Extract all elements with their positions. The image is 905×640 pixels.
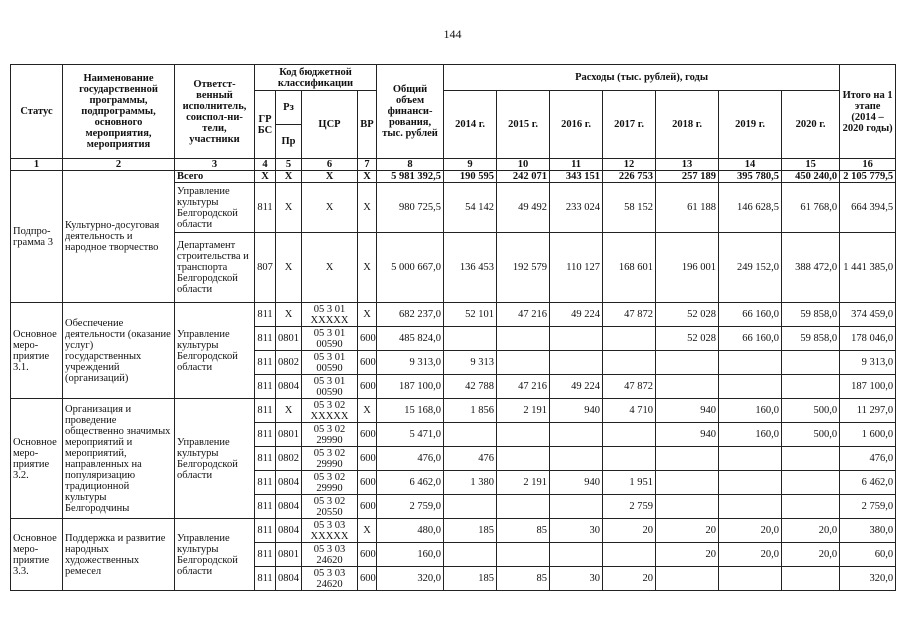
year-value-cell: 1 380 xyxy=(444,471,497,495)
year-value-cell xyxy=(782,351,840,375)
grbs-cell: 811 xyxy=(255,567,276,591)
total-cell: 5 000 667,0 xyxy=(377,233,444,303)
status-cell: Основное меро-приятие 3.2. xyxy=(11,399,63,519)
year-value-cell xyxy=(444,423,497,447)
year-value-cell xyxy=(603,327,656,351)
executor-cell: Управление культуры Белгородской области xyxy=(175,519,255,591)
header-rz: Рз xyxy=(276,91,302,125)
year-value-cell: 1 951 xyxy=(603,471,656,495)
stage-total-cell: 6 462,0 xyxy=(840,471,896,495)
year-value-cell xyxy=(550,447,603,471)
year-value-cell: 20 xyxy=(603,567,656,591)
total-cell: 9 313,0 xyxy=(377,351,444,375)
csr-cell: 05 3 01 00590 xyxy=(302,375,358,399)
year-value-cell: 9 313 xyxy=(444,351,497,375)
year-value-cell xyxy=(550,351,603,375)
table-row xyxy=(11,519,896,543)
column-number: 15 xyxy=(782,159,840,171)
year-value-cell: 110 127 xyxy=(550,233,603,303)
year-value-cell: 146 628,5 xyxy=(719,183,782,233)
table-row xyxy=(11,171,896,183)
year-value-cell: 343 151 xyxy=(550,171,603,183)
csr-cell: 05 3 02 ХХХХХ xyxy=(302,399,358,423)
year-value-cell xyxy=(656,375,719,399)
vr-cell: Х xyxy=(358,399,377,423)
rzpr-cell: 0801 xyxy=(276,327,302,351)
total-cell: 187 100,0 xyxy=(377,375,444,399)
year-value-cell: 85 xyxy=(497,519,550,543)
year-value-cell xyxy=(719,351,782,375)
year-value-cell: 49 224 xyxy=(550,375,603,399)
executor-cell: Управление культуры Белгородской области xyxy=(175,183,255,233)
total-cell: 160,0 xyxy=(377,543,444,567)
vr-cell: 600 xyxy=(358,351,377,375)
column-number: 8 xyxy=(377,159,444,171)
vr-cell: Х xyxy=(358,303,377,327)
column-number: 10 xyxy=(497,159,550,171)
csr-cell: Х xyxy=(302,233,358,303)
header-budget-code: Код бюджетной классификации xyxy=(255,65,377,91)
year-value-cell: 257 189 xyxy=(656,171,719,183)
year-value-cell: 47 872 xyxy=(603,303,656,327)
header-total-volume: Общий объем финанси-рования, тыс. рублей xyxy=(377,65,444,159)
year-value-cell: 940 xyxy=(550,471,603,495)
header-executor: Ответст-венный исполнитель, соиспол-ни-тели, участники xyxy=(175,65,255,159)
year-value-cell: 52 028 xyxy=(656,303,719,327)
stage-total-cell: 187 100,0 xyxy=(840,375,896,399)
grbs-cell: 811 xyxy=(255,351,276,375)
year-value-cell: 52 028 xyxy=(656,327,719,351)
grbs-cell: Х xyxy=(255,171,276,183)
year-value-cell: 190 595 xyxy=(444,171,497,183)
vr-cell: 600 xyxy=(358,375,377,399)
year-value-cell: 2 759 xyxy=(603,495,656,519)
year-value-cell: 20,0 xyxy=(782,519,840,543)
header-year: 2015 г. xyxy=(497,91,550,159)
rzpr-cell: Х xyxy=(276,303,302,327)
year-value-cell: 233 024 xyxy=(550,183,603,233)
rzpr-cell: 0802 xyxy=(276,447,302,471)
year-value-cell: 61 768,0 xyxy=(782,183,840,233)
header-year: 2016 г. xyxy=(550,91,603,159)
year-value-cell: 42 788 xyxy=(444,375,497,399)
column-number: 13 xyxy=(656,159,719,171)
year-value-cell xyxy=(444,495,497,519)
year-value-cell: 49 224 xyxy=(550,303,603,327)
year-value-cell xyxy=(603,543,656,567)
year-value-cell xyxy=(497,495,550,519)
rzpr-cell: 0804 xyxy=(276,519,302,543)
program-name-cell: Культурно-досуговая деятельность и народное творчество xyxy=(63,171,175,303)
year-value-cell xyxy=(656,495,719,519)
year-value-cell: 52 101 xyxy=(444,303,497,327)
column-number: 14 xyxy=(719,159,782,171)
column-number: 16 xyxy=(840,159,896,171)
vr-cell: 600 xyxy=(358,423,377,447)
year-value-cell: 450 240,0 xyxy=(782,171,840,183)
rzpr-cell: Х xyxy=(276,233,302,303)
year-value-cell: 58 152 xyxy=(603,183,656,233)
grbs-cell: 811 xyxy=(255,423,276,447)
stage-total-cell: 1 441 385,0 xyxy=(840,233,896,303)
year-value-cell: 85 xyxy=(497,567,550,591)
stage-total-cell: 1 600,0 xyxy=(840,423,896,447)
column-number: 9 xyxy=(444,159,497,171)
status-cell: Подпро-грамма 3 xyxy=(11,171,63,303)
header-status: Статус xyxy=(11,65,63,159)
budget-table xyxy=(10,64,896,591)
csr-cell: Х xyxy=(302,183,358,233)
header-program: Наименование государственной программы, подпрограммы, основного мероприятия, мероприятия xyxy=(63,65,175,159)
total-cell: 15 168,0 xyxy=(377,399,444,423)
vr-cell: 600 xyxy=(358,495,377,519)
column-number: 7 xyxy=(358,159,377,171)
rzpr-cell: Х xyxy=(276,183,302,233)
header-year: 2014 г. xyxy=(444,91,497,159)
rzpr-cell: Х xyxy=(276,399,302,423)
stage-total-cell: 178 046,0 xyxy=(840,327,896,351)
year-value-cell: 940 xyxy=(656,399,719,423)
year-value-cell: 940 xyxy=(656,423,719,447)
grbs-cell: 811 xyxy=(255,303,276,327)
total-cell: 5 471,0 xyxy=(377,423,444,447)
column-number: 11 xyxy=(550,159,603,171)
total-cell: 682 237,0 xyxy=(377,303,444,327)
csr-cell: 05 3 03 24620 xyxy=(302,567,358,591)
total-cell: 6 462,0 xyxy=(377,471,444,495)
year-value-cell: 1 856 xyxy=(444,399,497,423)
total-cell: 5 981 392,5 xyxy=(377,171,444,183)
year-value-cell xyxy=(550,327,603,351)
year-value-cell xyxy=(656,471,719,495)
stage-total-cell: 60,0 xyxy=(840,543,896,567)
year-value-cell xyxy=(603,447,656,471)
rzpr-cell: 0804 xyxy=(276,471,302,495)
status-cell: Основное меро-приятие 3.1. xyxy=(11,303,63,399)
grbs-cell: 811 xyxy=(255,399,276,423)
year-value-cell: 395 780,5 xyxy=(719,171,782,183)
rzpr-cell: Х xyxy=(276,171,302,183)
total-cell: 480,0 xyxy=(377,519,444,543)
year-value-cell xyxy=(782,471,840,495)
year-value-cell xyxy=(719,495,782,519)
year-value-cell: 47 872 xyxy=(603,375,656,399)
year-value-cell: 2 191 xyxy=(497,471,550,495)
executor-cell: Департамент строительства и транспорта Белгородской области xyxy=(175,233,255,303)
year-value-cell xyxy=(782,567,840,591)
stage-total-cell: 2 759,0 xyxy=(840,495,896,519)
grbs-cell: 811 xyxy=(255,327,276,351)
year-value-cell: 476 xyxy=(444,447,497,471)
year-value-cell: 30 xyxy=(550,519,603,543)
year-value-cell xyxy=(497,447,550,471)
program-name-cell: Обеспечение деятельности (оказание услуг) государственных учреждений (организаций) xyxy=(63,303,175,399)
year-value-cell xyxy=(782,447,840,471)
csr-cell: 05 3 02 20550 xyxy=(302,495,358,519)
header-csr: ЦСР xyxy=(302,91,358,159)
executor-cell: Всего xyxy=(175,171,255,183)
header-expenses: Расходы (тыс. рублей), годы xyxy=(444,65,840,91)
stage-total-cell: 374 459,0 xyxy=(840,303,896,327)
year-value-cell: 61 188 xyxy=(656,183,719,233)
year-value-cell: 226 753 xyxy=(603,171,656,183)
year-value-cell: 66 160,0 xyxy=(719,303,782,327)
column-number: 5 xyxy=(276,159,302,171)
stage-total-cell: 664 394,5 xyxy=(840,183,896,233)
year-value-cell: 160,0 xyxy=(719,423,782,447)
rzpr-cell: 0804 xyxy=(276,375,302,399)
csr-cell: 05 3 02 29990 xyxy=(302,447,358,471)
year-value-cell: 185 xyxy=(444,519,497,543)
vr-cell: 600 xyxy=(358,327,377,351)
year-value-cell xyxy=(444,543,497,567)
year-value-cell: 20 xyxy=(656,519,719,543)
header-vr: ВР xyxy=(358,91,377,159)
year-value-cell xyxy=(656,447,719,471)
csr-cell: 05 3 01 00590 xyxy=(302,327,358,351)
year-value-cell: 196 001 xyxy=(656,233,719,303)
year-value-cell: 242 071 xyxy=(497,171,550,183)
year-value-cell xyxy=(497,351,550,375)
header-year: 2019 г. xyxy=(719,91,782,159)
year-value-cell xyxy=(550,543,603,567)
year-value-cell xyxy=(656,351,719,375)
year-value-cell: 20 xyxy=(603,519,656,543)
year-value-cell: 4 710 xyxy=(603,399,656,423)
year-value-cell: 185 xyxy=(444,567,497,591)
stage-total-cell: 2 105 779,5 xyxy=(840,171,896,183)
grbs-cell: 811 xyxy=(255,183,276,233)
header-grbs: ГР БС xyxy=(255,91,276,159)
year-value-cell: 30 xyxy=(550,567,603,591)
year-value-cell xyxy=(444,327,497,351)
grbs-cell: 811 xyxy=(255,447,276,471)
header-pr: Пр xyxy=(276,125,302,159)
stage-total-cell: 9 313,0 xyxy=(840,351,896,375)
grbs-cell: 811 xyxy=(255,519,276,543)
grbs-cell: 811 xyxy=(255,543,276,567)
table-row xyxy=(11,399,896,423)
rzpr-cell: 0801 xyxy=(276,543,302,567)
year-value-cell: 20,0 xyxy=(719,543,782,567)
vr-cell: Х xyxy=(358,183,377,233)
column-number: 12 xyxy=(603,159,656,171)
header-stage-total: Итого на 1 этапе (2014 – 2020 годы) xyxy=(840,65,896,159)
year-value-cell xyxy=(550,423,603,447)
year-value-cell xyxy=(497,327,550,351)
program-name-cell: Организация и проведение общественно значимых мероприятий и мероприятий, направленных на популяризацию традиционной культуры Белгородчины xyxy=(63,399,175,519)
year-value-cell xyxy=(782,375,840,399)
vr-cell: Х xyxy=(358,519,377,543)
header-year: 2017 г. xyxy=(603,91,656,159)
year-value-cell: 249 152,0 xyxy=(719,233,782,303)
year-value-cell xyxy=(550,495,603,519)
year-value-cell: 940 xyxy=(550,399,603,423)
year-value-cell xyxy=(656,567,719,591)
year-value-cell: 192 579 xyxy=(497,233,550,303)
grbs-cell: 811 xyxy=(255,471,276,495)
column-number: 1 xyxy=(11,159,63,171)
year-value-cell: 160,0 xyxy=(719,399,782,423)
grbs-cell: 807 xyxy=(255,233,276,303)
year-value-cell xyxy=(719,567,782,591)
total-cell: 320,0 xyxy=(377,567,444,591)
vr-cell: 600 xyxy=(358,567,377,591)
vr-cell: 600 xyxy=(358,543,377,567)
program-name-cell: Поддержка и развитие народных художественных ремесел xyxy=(63,519,175,591)
column-number: 6 xyxy=(302,159,358,171)
year-value-cell xyxy=(719,375,782,399)
status-cell: Основное меро-приятие 3.3. xyxy=(11,519,63,591)
year-value-cell xyxy=(603,351,656,375)
csr-cell: 05 3 02 29990 xyxy=(302,423,358,447)
column-number: 4 xyxy=(255,159,276,171)
year-value-cell xyxy=(603,423,656,447)
page-number: 144 xyxy=(443,27,462,41)
stage-total-cell: 11 297,0 xyxy=(840,399,896,423)
year-value-cell: 20 xyxy=(656,543,719,567)
year-value-cell: 20,0 xyxy=(782,543,840,567)
year-value-cell: 168 601 xyxy=(603,233,656,303)
year-value-cell xyxy=(719,447,782,471)
csr-cell: Х xyxy=(302,171,358,183)
column-number: 3 xyxy=(175,159,255,171)
rzpr-cell: 0801 xyxy=(276,423,302,447)
total-cell: 2 759,0 xyxy=(377,495,444,519)
year-value-cell: 20,0 xyxy=(719,519,782,543)
column-number: 2 xyxy=(63,159,175,171)
total-cell: 476,0 xyxy=(377,447,444,471)
stage-total-cell: 380,0 xyxy=(840,519,896,543)
year-value-cell: 500,0 xyxy=(782,399,840,423)
year-value-cell xyxy=(782,495,840,519)
header-year: 2018 г. xyxy=(656,91,719,159)
executor-cell: Управление культуры Белгородской области xyxy=(175,303,255,399)
year-value-cell xyxy=(497,423,550,447)
year-value-cell: 49 492 xyxy=(497,183,550,233)
year-value-cell: 47 216 xyxy=(497,303,550,327)
csr-cell: 05 3 02 29990 xyxy=(302,471,358,495)
stage-total-cell: 476,0 xyxy=(840,447,896,471)
rzpr-cell: 0804 xyxy=(276,495,302,519)
year-value-cell xyxy=(719,471,782,495)
year-value-cell: 388 472,0 xyxy=(782,233,840,303)
grbs-cell: 811 xyxy=(255,375,276,399)
year-value-cell: 47 216 xyxy=(497,375,550,399)
grbs-cell: 811 xyxy=(255,495,276,519)
year-value-cell: 66 160,0 xyxy=(719,327,782,351)
header-year: 2020 г. xyxy=(782,91,840,159)
stage-total-cell: 320,0 xyxy=(840,567,896,591)
executor-cell: Управление культуры Белгородской области xyxy=(175,399,255,519)
year-value-cell xyxy=(497,543,550,567)
year-value-cell: 500,0 xyxy=(782,423,840,447)
csr-cell: 05 3 01 00590 xyxy=(302,351,358,375)
year-value-cell: 2 191 xyxy=(497,399,550,423)
vr-cell: 600 xyxy=(358,447,377,471)
year-value-cell: 136 453 xyxy=(444,233,497,303)
csr-cell: 05 3 03 ХХХХХ xyxy=(302,519,358,543)
vr-cell: Х xyxy=(358,233,377,303)
table-row xyxy=(11,303,896,327)
year-value-cell: 54 142 xyxy=(444,183,497,233)
csr-cell: 05 3 01 ХХХХХ xyxy=(302,303,358,327)
total-cell: 980 725,5 xyxy=(377,183,444,233)
year-value-cell: 59 858,0 xyxy=(782,303,840,327)
year-value-cell: 59 858,0 xyxy=(782,327,840,351)
rzpr-cell: 0802 xyxy=(276,351,302,375)
total-cell: 485 824,0 xyxy=(377,327,444,351)
csr-cell: 05 3 03 24620 xyxy=(302,543,358,567)
vr-cell: 600 xyxy=(358,471,377,495)
rzpr-cell: 0804 xyxy=(276,567,302,591)
vr-cell: Х xyxy=(358,171,377,183)
